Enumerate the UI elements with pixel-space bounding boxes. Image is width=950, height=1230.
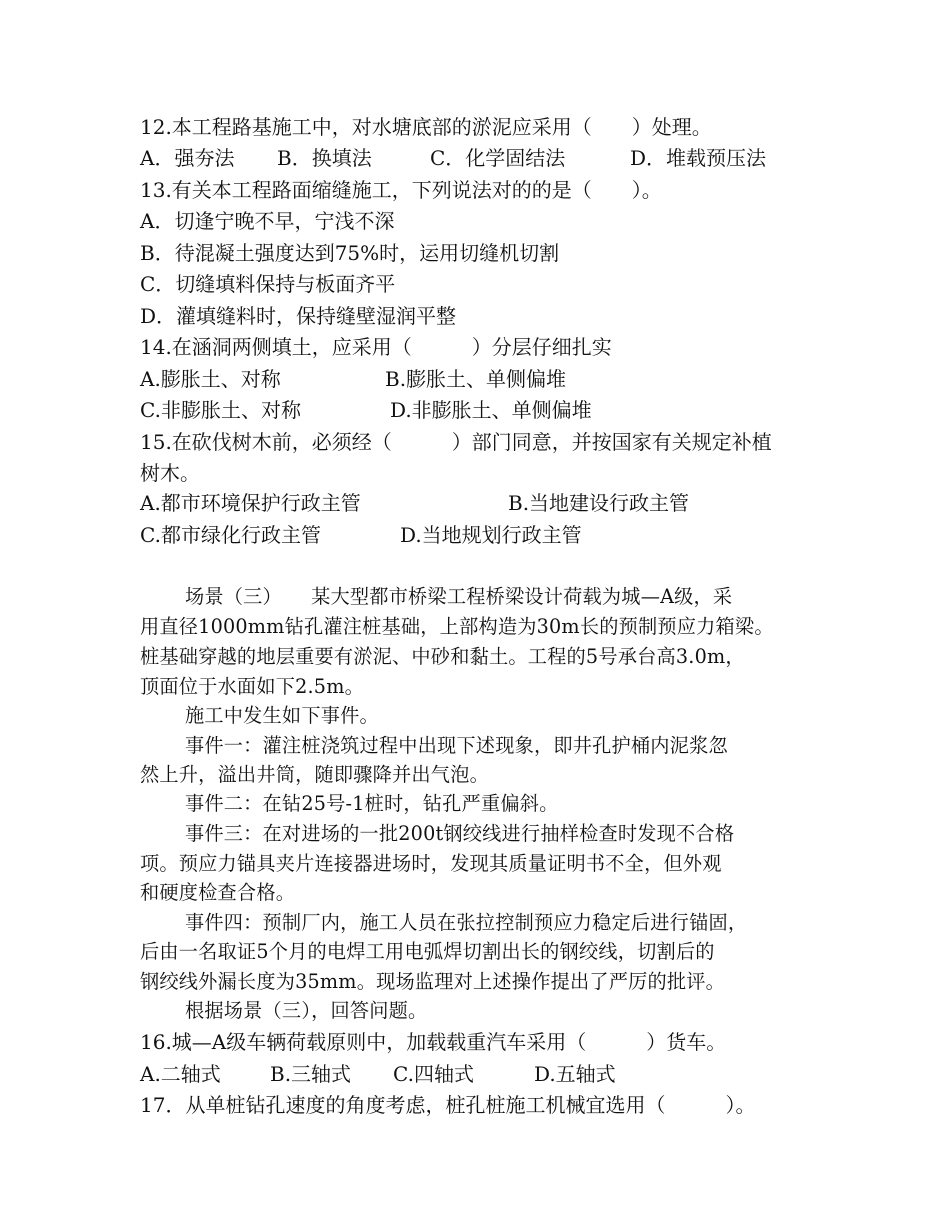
- q16-stem: 16.城—A级车辆荷载原则中，加载载重汽车采用（ ）货车。: [140, 1030, 727, 1054]
- q15-options-row1: [140, 489, 689, 517]
- q14-option-d: D.非膨胀土、单侧偏堆: [390, 398, 592, 422]
- scene-line: 用直径1000mm钻孔灌注桩基础，上部构造为30m长的预制预应力箱梁。: [140, 615, 774, 638]
- q12-option-b: B．换填法: [277, 146, 372, 170]
- scene-line: 根据场景（三），回答问题。: [185, 999, 428, 1022]
- q16-option-a: A.二轴式: [140, 1062, 221, 1086]
- q13-option-d: D．灌填缝料时，保持缝壁湿润平整: [140, 304, 457, 328]
- q15-option-a: A.都市环境保护行政主管: [140, 491, 361, 515]
- q15-stem-line1: 15.在砍伐树木前，必须经（ ）部门同意，并按国家有关规定补植: [140, 430, 772, 454]
- q13-option-c: C．切缝填料保持与板面齐平: [140, 272, 396, 296]
- scene-line: 事件二：在钻25号-1桩时，钻孔严重偏斜。: [185, 792, 559, 815]
- q17-stem: 17．从单桩钻孔速度的角度考虑，桩孔桩施工机械宜选用（ ）。: [140, 1093, 756, 1117]
- q15-stem-line2: 树木。: [140, 461, 200, 485]
- scene-line: 和硬度检查合格。: [140, 881, 296, 904]
- q15-option-b: B.当地建设行政主管: [508, 491, 690, 515]
- q12-stem: 12.本工程路基施工中，对水塘底部的淤泥应采用（ ）处理。: [140, 115, 712, 139]
- q12-option-c: C．化学固结法: [430, 146, 566, 170]
- scene-line: 桩基础穿越的地层重要有淤泥、中砂和黏土。工程的5号承台高3.0m，: [140, 645, 745, 668]
- scene-line: 事件一：灌注桩浇筑过程中出现下述现象，即井孔护桶内泥浆忽: [185, 734, 728, 757]
- q13-option-a: A．切逢宁晚不早，宁浅不深: [140, 209, 395, 233]
- q16-option-d: D.五轴式: [534, 1062, 616, 1086]
- q14-options-row2: [140, 396, 592, 424]
- q13-stem: 13.有关本工程路面缩缝施工，下列说法对的的是（ ）。: [140, 178, 662, 202]
- q15-option-c: C.都市绿化行政主管: [140, 523, 321, 547]
- scene-line: 后由一名取证5个月的电焊工用电弧焊切割出长的钢绞线，切割后的: [140, 940, 715, 963]
- scene-line: 顶面位于水面如下2.5m。: [140, 675, 364, 698]
- scene-line: 然上升，溢出井筒，随即骤降并出气泡。: [140, 763, 489, 786]
- q12-options: [140, 144, 766, 172]
- q16-option-c: C.四轴式: [393, 1062, 474, 1086]
- q12-option-d: D．堆载预压法: [630, 146, 767, 170]
- q16-option-b: B.三轴式: [270, 1062, 352, 1086]
- scene-line: 场景（三） 某大型都市桥梁工程桥梁设计荷载为城—A级，采: [185, 585, 733, 608]
- q14-stem: 14.在涵洞两侧填土，应采用（ ）分层仔细扎实: [140, 335, 612, 359]
- scene-line: 项。预应力锚具夹片连接器进场时，发现其质量证明书不全，但外观: [140, 852, 722, 875]
- q15-option-d: D.当地规划行政主管: [400, 523, 582, 547]
- scene-line: 事件三：在对进场的一批200t钢绞线进行抽样检查时发现不合格: [185, 822, 735, 845]
- scene-line: 事件四：预制厂内，施工人员在张拉控制预应力稳定后进行锚固，: [185, 911, 748, 934]
- q16-options: [140, 1060, 616, 1088]
- q14-option-b: B.膨胀土、单侧偏堆: [385, 367, 567, 391]
- scene-line: 钢绞线外漏长度为35mm。现场监理对上述操作提出了严厉的批评。: [140, 970, 726, 993]
- q12-option-a: A．强夯法: [140, 146, 235, 170]
- q14-option-c: C.非膨胀土、对称: [140, 398, 301, 422]
- q15-options-row2: [140, 521, 582, 549]
- q14-option-a: A.膨胀土、对称: [140, 367, 281, 391]
- q14-options-row1: [140, 365, 566, 393]
- scene-line: 施工中发生如下事件。: [185, 704, 379, 727]
- q13-option-b: B．待混凝土强度达到75%时，运用切缝机切割: [140, 241, 560, 265]
